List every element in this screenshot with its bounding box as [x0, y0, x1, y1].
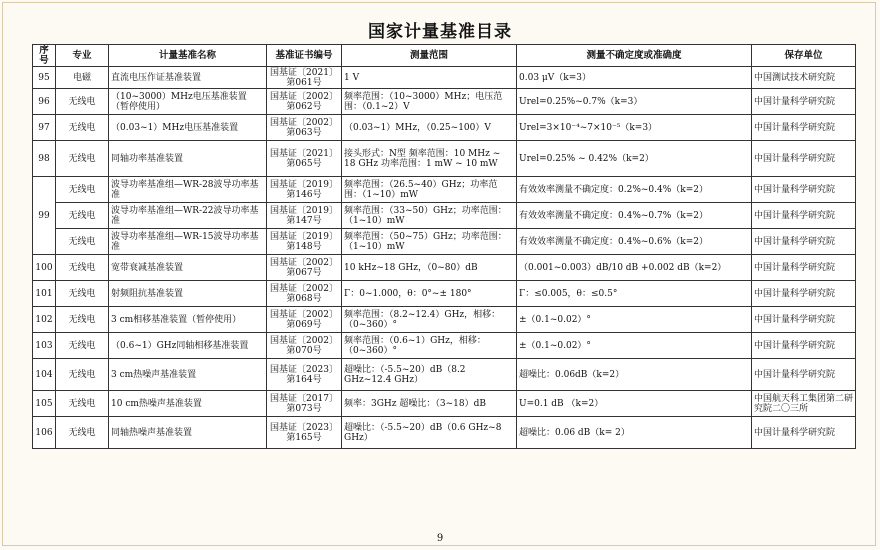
cell-field: 无线电 — [56, 177, 109, 203]
table-row — [33, 359, 856, 391]
benchmark-table — [32, 44, 856, 449]
cell-field: 无线电 — [56, 333, 109, 359]
cell-unit: 中国计量科学研究院 — [752, 115, 856, 141]
header-range: 测量范围 — [342, 45, 517, 67]
cell-name: 射频阻抗基准装置 — [109, 281, 267, 307]
table-row — [33, 307, 856, 333]
cell-range: Γ：0~1.000，θ：0°~± 180° — [342, 281, 517, 307]
cell-uncertainty: Urel=3×10⁻⁴~7×10⁻⁵（k=3） — [517, 115, 752, 141]
cell-no: 98 — [33, 141, 56, 177]
cell-unit: 中国计量科学研究院 — [752, 417, 856, 449]
page-number: 9 — [436, 533, 444, 544]
table-row — [33, 255, 856, 281]
cell-uncertainty: 有效效率测量不确定度：0.4%~0.6%（k=2） — [517, 229, 752, 255]
table-row — [33, 115, 856, 141]
header-no: 序号 — [33, 45, 56, 67]
cell-range: （0.03~1）MHz，（0.25~100）V — [342, 115, 517, 141]
cell-no: 104 — [33, 359, 56, 391]
cell-field: 无线电 — [56, 255, 109, 281]
cell-range: 超噪比：（-5.5~20）dB（8.2 GHz~12.4 GHz） — [342, 359, 517, 391]
cell-cert: 国基证〔2023〕第164号 — [267, 359, 342, 391]
cell-range: 频率范围：（26.5~40）GHz；功率范围：（1~10）mW — [342, 177, 517, 203]
cell-name: 波导功率基准组—WR-28波导功率基准 — [109, 177, 267, 203]
cell-cert: 国基证〔2019〕第148号 — [267, 229, 342, 255]
cell-unit: 中国计量科学研究院 — [752, 359, 856, 391]
cell-field: 电磁 — [56, 67, 109, 89]
cell-name: （0.03~1）MHz电压基准装置 — [109, 115, 267, 141]
cell-cert: 国基证〔2002〕第070号 — [267, 333, 342, 359]
table-row — [33, 417, 856, 449]
cell-unit: 中国计量科学研究院 — [752, 307, 856, 333]
cell-name: 直流电压作证基准装置 — [109, 67, 267, 89]
table-row — [33, 141, 856, 177]
cell-uncertainty: ±（0.1~0.02）° — [517, 307, 752, 333]
cell-field: 无线电 — [56, 307, 109, 333]
cell-name: 10 cm热噪声基准装置 — [109, 391, 267, 417]
cell-unit: 中国计量科学研究院 — [752, 333, 856, 359]
cell-no: 101 — [33, 281, 56, 307]
cell-cert: 国基证〔2023〕第165号 — [267, 417, 342, 449]
cell-cert: 国基证〔2017〕第073号 — [267, 391, 342, 417]
cell-range: 频率范围：（33~50）GHz；功率范围：（1~10）mW — [342, 203, 517, 229]
cell-name: 宽带衰减基准装置 — [109, 255, 267, 281]
cell-cert: 国基证〔2021〕第065号 — [267, 141, 342, 177]
cell-name: 同轴热噪声基准装置 — [109, 417, 267, 449]
cell-no: 97 — [33, 115, 56, 141]
header-field: 专业 — [56, 45, 109, 67]
header-cert: 基准证书编号 — [267, 45, 342, 67]
table-row — [33, 89, 856, 115]
cell-unit: 中国计量科学研究院 — [752, 281, 856, 307]
cell-range: 频率范围：（0.6~1）GHz，相移：（0~360）° — [342, 333, 517, 359]
cell-field: 无线电 — [56, 359, 109, 391]
cell-cert: 国基证〔2002〕第069号 — [267, 307, 342, 333]
cell-uncertainty: Urel=0.25% ~ 0.42%（k=2） — [517, 141, 752, 177]
cell-uncertainty: 有效效率测量不确定度：0.2%~0.4%（k=2） — [517, 177, 752, 203]
cell-name: （0.6~1）GHz同轴相移基准装置 — [109, 333, 267, 359]
cell-cert: 国基证〔2021〕第061号 — [267, 67, 342, 89]
cell-cert: 国基证〔2002〕第062号 — [267, 89, 342, 115]
cell-name: 3 cm热噪声基准装置 — [109, 359, 267, 391]
cell-field: 无线电 — [56, 203, 109, 229]
cell-unit: 中国计量科学研究院 — [752, 89, 856, 115]
table-row — [33, 391, 856, 417]
cell-range: 1 V — [342, 67, 517, 89]
cell-field: 无线电 — [56, 417, 109, 449]
cell-uncertainty: 超噪比：0.06 dB（k= 2） — [517, 417, 752, 449]
table-row — [33, 281, 856, 307]
cell-range: 频率范围：（10~3000）MHz；电压范围：（0.1~2）V — [342, 89, 517, 115]
table-row — [33, 67, 856, 89]
cell-field: 无线电 — [56, 115, 109, 141]
cell-field: 无线电 — [56, 89, 109, 115]
cell-range: 频率范围：（8.2~12.4）GHz，相移：（0~360）° — [342, 307, 517, 333]
table-row — [33, 333, 856, 359]
cell-range: 频率：3GHz 超噪比：（3~18）dB — [342, 391, 517, 417]
cell-unit: 中国航天科工集团第二研究院二〇三所 — [752, 391, 856, 417]
cell-uncertainty: Urel=0.25%~0.7%（k=3） — [517, 89, 752, 115]
table-header-row — [33, 45, 856, 67]
table-row — [33, 229, 856, 255]
cell-name: 同轴功率基准装置 — [109, 141, 267, 177]
cell-range: 超噪比：（-5.5~20）dB（0.6 GHz~8 GHz） — [342, 417, 517, 449]
cell-uncertainty: ±（0.1~0.02）° — [517, 333, 752, 359]
cell-cert: 国基证〔2002〕第067号 — [267, 255, 342, 281]
cell-range: 接头形式：N型 频率范围：10 MHz ~ 18 GHz 功率范围：1 mW ~ 10 mW — [342, 141, 517, 177]
cell-uncertainty: 有效效率测量不确定度：0.4%~0.7%（k=2） — [517, 203, 752, 229]
cell-name: （10~3000）MHz电压基准装置（暂停使用） — [109, 89, 267, 115]
page-title: 国家计量基准目录 — [368, 22, 512, 42]
cell-field: 无线电 — [56, 141, 109, 177]
cell-cert: 国基证〔2002〕第068号 — [267, 281, 342, 307]
cell-cert: 国基证〔2019〕第147号 — [267, 203, 342, 229]
cell-name: 3 cm相移基准装置（暂停使用） — [109, 307, 267, 333]
cell-cert: 国基证〔2002〕第063号 — [267, 115, 342, 141]
cell-unit: 中国计量科学研究院 — [752, 177, 856, 203]
cell-uncertainty: （0.001~0.003）dB/10 dB +0.002 dB（k=2） — [517, 255, 752, 281]
table-row — [33, 177, 856, 203]
cell-field: 无线电 — [56, 281, 109, 307]
cell-field: 无线电 — [56, 229, 109, 255]
header-uncertainty: 测量不确定度或准确度 — [517, 45, 752, 67]
cell-no: 99 — [33, 177, 56, 255]
cell-no: 105 — [33, 391, 56, 417]
cell-name: 波导功率基准组—WR-22波导功率基准 — [109, 203, 267, 229]
cell-no: 95 — [33, 67, 56, 89]
cell-no: 102 — [33, 307, 56, 333]
cell-unit: 中国计量科学研究院 — [752, 229, 856, 255]
cell-unit: 中国计量科学研究院 — [752, 255, 856, 281]
cell-no: 106 — [33, 417, 56, 449]
cell-no: 103 — [33, 333, 56, 359]
cell-range: 频率范围：（50~75）GHz；功率范围：（1~10）mW — [342, 229, 517, 255]
cell-uncertainty: Γ：≤0.005，θ：≤0.5° — [517, 281, 752, 307]
cell-cert: 国基证〔2019〕第146号 — [267, 177, 342, 203]
table-row — [33, 203, 856, 229]
cell-unit: 中国计量科学研究院 — [752, 203, 856, 229]
cell-uncertainty: 超噪比：0.06dB（k=2） — [517, 359, 752, 391]
cell-no: 100 — [33, 255, 56, 281]
cell-uncertainty: 0.03 μV（k=3） — [517, 67, 752, 89]
cell-range: 10 kHz~18 GHz，（0~80）dB — [342, 255, 517, 281]
header-unit: 保存单位 — [752, 45, 856, 67]
cell-unit: 中国测试技术研究院 — [752, 67, 856, 89]
header-name: 计量基准名称 — [109, 45, 267, 67]
cell-uncertainty: U=0.1 dB （k=2） — [517, 391, 752, 417]
cell-no: 96 — [33, 89, 56, 115]
cell-unit: 中国计量科学研究院 — [752, 141, 856, 177]
cell-field: 无线电 — [56, 391, 109, 417]
cell-name: 波导功率基准组—WR-15波导功率基准 — [109, 229, 267, 255]
